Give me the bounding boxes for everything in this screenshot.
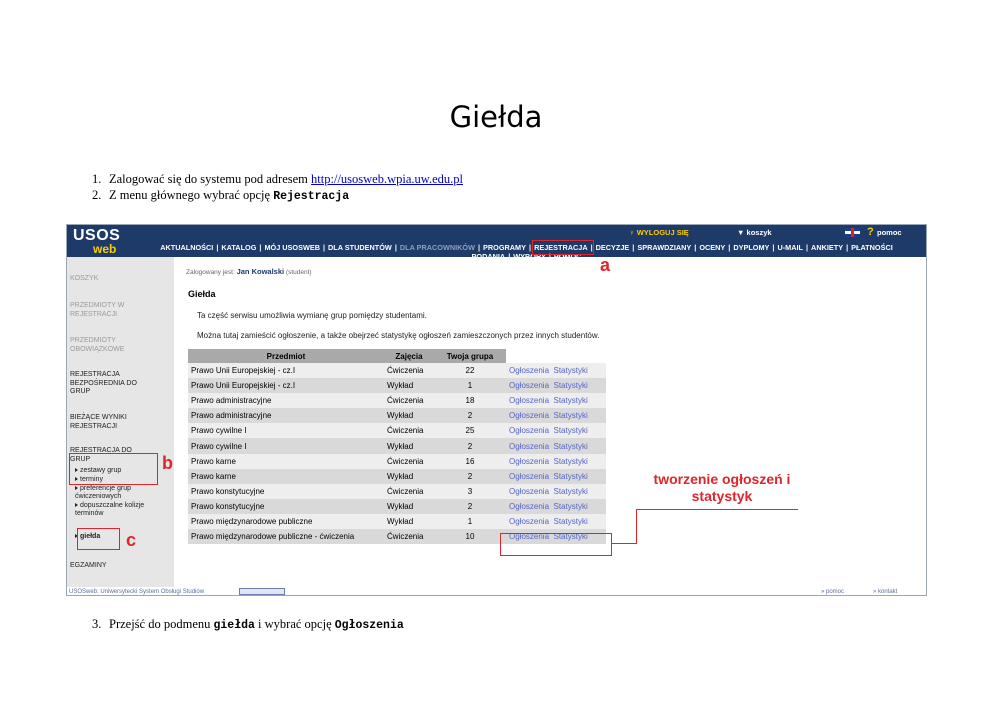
cell-links bbox=[506, 499, 606, 514]
sidebar-item-biezace-wyniki[interactable]: BIEŻĄCE WYNIKI REJESTRACJI bbox=[70, 414, 127, 430]
nav-item-14[interactable]: PODANIA bbox=[471, 252, 506, 261]
cell-przedmiot: Prawo karne bbox=[188, 454, 384, 469]
nav-separator: | bbox=[846, 243, 849, 252]
nav-separator: | bbox=[806, 243, 809, 252]
cell-grupa: 1 bbox=[434, 378, 506, 393]
statystyki-link[interactable]: Statystyki bbox=[553, 381, 588, 391]
nav-separator: | bbox=[632, 243, 635, 252]
usos-logo: USOS bbox=[73, 227, 121, 244]
step-text: Przejść do podmenu bbox=[109, 617, 214, 631]
sidebar-item-przedmioty-w-rejestracji[interactable]: PRZEDMIOTY W REJESTRACJI bbox=[70, 302, 125, 318]
table-row bbox=[188, 438, 606, 453]
step-text: Z menu głównego wybrać opcję bbox=[109, 188, 274, 202]
description-2: Można tutaj zamieścić ogłoszenie, a także obejrzeć statystykę ogłoszeń zamieszczonych przez innych studentów. bbox=[197, 331, 600, 340]
cell-zajecia: Ćwiczenia bbox=[384, 484, 434, 499]
step-3 bbox=[92, 617, 404, 632]
nav-item-2[interactable]: MÓJ USOSWEB bbox=[264, 243, 320, 252]
step-number: 1. bbox=[92, 172, 102, 186]
section-heading: Giełda bbox=[188, 289, 216, 299]
usosweb-link[interactable]: http://usosweb.wpia.uw.edu.pl bbox=[311, 172, 463, 186]
web-logo: web bbox=[93, 242, 117, 256]
statystyki-link[interactable]: Statystyki bbox=[553, 486, 588, 496]
highlight-rejestracja bbox=[532, 240, 594, 255]
user-name[interactable]: Jan Kowalski bbox=[236, 267, 285, 276]
cell-przedmiot: Prawo międzynarodowe publiczne bbox=[188, 514, 384, 529]
cell-przedmiot: Prawo Unii Europejskiej - cz.I bbox=[188, 378, 384, 393]
statystyki-link[interactable]: Statystyki bbox=[553, 532, 588, 542]
column-header: Przedmiot bbox=[188, 349, 384, 363]
cell-grupa: 10 bbox=[434, 529, 506, 544]
nav-item-11[interactable]: U-MAIL bbox=[777, 243, 803, 252]
nav-item-1[interactable]: KATALOG bbox=[221, 243, 257, 252]
cart-icon: ▼ bbox=[737, 228, 745, 237]
cell-zajecia: Wykład bbox=[384, 514, 434, 529]
cell-przedmiot: Prawo konstytucyjne bbox=[188, 499, 384, 514]
cell-links bbox=[506, 408, 606, 423]
highlight-links bbox=[500, 533, 612, 556]
nav-item-7[interactable]: DECYZJE bbox=[595, 243, 630, 252]
nav-item-3[interactable]: DLA STUDENTÓW bbox=[328, 243, 392, 252]
cell-links bbox=[506, 378, 606, 393]
cell-grupa: 22 bbox=[434, 363, 506, 378]
cell-links bbox=[506, 454, 606, 469]
sidebar-item-przedmioty-obowiazkowe[interactable]: PRZEDMIOTY OBOWIĄZKOWE bbox=[70, 337, 125, 353]
step-number: 2. bbox=[92, 188, 102, 202]
statystyki-link[interactable]: Statystyki bbox=[553, 516, 588, 526]
table-row bbox=[188, 484, 606, 499]
statystyki-link[interactable]: Statystyki bbox=[553, 441, 588, 451]
footer-text: USOSweb: Uniwersytecki System Obsługi Studiów bbox=[69, 589, 205, 595]
cell-grupa: 2 bbox=[434, 499, 506, 514]
cell-zajecia: Wykład bbox=[384, 499, 434, 514]
help-link[interactable]: pomoc bbox=[877, 228, 902, 237]
ogloszenia-link[interactable]: Ogłoszenia bbox=[509, 471, 550, 481]
nav-separator: | bbox=[728, 243, 731, 252]
column-header: Twoja grupa bbox=[434, 349, 506, 363]
cell-przedmiot: Prawo Unii Europejskiej - cz.I bbox=[188, 363, 384, 378]
nav-separator: | bbox=[259, 243, 262, 252]
column-header: Zajęcia bbox=[384, 349, 434, 363]
cell-links bbox=[506, 514, 606, 529]
table-row bbox=[188, 378, 606, 393]
step-code: giełda bbox=[213, 619, 255, 632]
cell-grupa: 3 bbox=[434, 484, 506, 499]
table-row bbox=[188, 363, 606, 378]
step-code: Rejestracja bbox=[273, 190, 350, 203]
cell-zajecia: Wykład bbox=[384, 438, 434, 453]
ogloszenia-link[interactable]: Ogłoszenia bbox=[509, 366, 550, 376]
footer-contact-link[interactable]: » kontakt bbox=[873, 589, 898, 595]
nav-separator: | bbox=[548, 252, 551, 261]
column-header-empty bbox=[506, 349, 606, 363]
cell-links bbox=[506, 393, 606, 408]
description-1: Ta część serwisu umożliwia wymianę grup pomiędzy studentami. bbox=[197, 311, 427, 320]
table-row bbox=[188, 514, 606, 529]
cell-grupa: 25 bbox=[434, 423, 506, 438]
triangle-icon bbox=[75, 503, 78, 507]
annotation-label-a: a bbox=[600, 255, 611, 275]
cell-links bbox=[506, 363, 606, 378]
ogloszenia-link[interactable]: Ogłoszenia bbox=[509, 501, 550, 511]
instruction-steps bbox=[92, 171, 463, 205]
cell-links bbox=[506, 423, 606, 438]
cell-przedmiot: Prawo karne bbox=[188, 469, 384, 484]
statystyki-link[interactable]: Statystyki bbox=[553, 366, 588, 376]
cell-zajecia: Ćwiczenia bbox=[384, 454, 434, 469]
nav-separator: | bbox=[477, 243, 481, 252]
statystyki-link[interactable]: Statystyki bbox=[553, 396, 588, 406]
highlight-rejestracja-do-grup bbox=[69, 453, 158, 485]
statystyki-link[interactable]: Statystyki bbox=[553, 501, 588, 511]
cell-zajecia: Ćwiczenia bbox=[384, 363, 434, 378]
callout-underline bbox=[636, 509, 798, 510]
footer-help-link[interactable]: » pomoc bbox=[821, 589, 845, 595]
cell-zajecia: Ćwiczenia bbox=[384, 393, 434, 408]
nav-item-12[interactable]: ANKIETY bbox=[811, 243, 844, 252]
cell-grupa: 2 bbox=[434, 408, 506, 423]
lightbulb-icon: ♀ bbox=[629, 228, 635, 237]
nav-item-4[interactable]: DLA PRACOWNIKÓW bbox=[399, 243, 475, 252]
usosweb-screenshot bbox=[66, 224, 927, 596]
nav-item-15[interactable]: WYBORY bbox=[513, 252, 546, 261]
sidebar-subitem-gielda[interactable]: giełda bbox=[75, 533, 100, 541]
footer bbox=[67, 587, 926, 596]
cell-links bbox=[506, 484, 606, 499]
sidebar-item-egzaminy[interactable]: EGZAMINY bbox=[70, 562, 107, 569]
footer-badge bbox=[239, 588, 285, 595]
statystyki-link[interactable]: Statystyki bbox=[553, 426, 588, 436]
nav-item-10[interactable]: DYPLOMY bbox=[733, 243, 770, 252]
cell-przedmiot: Prawo konstytucyjne bbox=[188, 484, 384, 499]
annotation-label-c: c bbox=[126, 530, 137, 550]
ogloszenia-link[interactable]: Ogłoszenia bbox=[509, 486, 550, 496]
table-row bbox=[188, 423, 606, 438]
cell-przedmiot: Prawo cywilne I bbox=[188, 423, 384, 438]
step-number: 3. bbox=[92, 617, 102, 631]
nav-item-6[interactable]: REJESTRACJA bbox=[534, 243, 588, 252]
ogloszenia-link[interactable]: Ogłoszenia bbox=[509, 532, 550, 542]
nav-item-0[interactable]: AKTUALNOŚCI bbox=[160, 243, 214, 252]
step-text: Zalogować się do systemu pod adresem bbox=[109, 172, 312, 186]
english-flag-icon[interactable] bbox=[845, 228, 860, 237]
cell-links bbox=[506, 469, 606, 484]
nav-separator: | bbox=[772, 243, 775, 252]
cell-zajecia: Ćwiczenia bbox=[384, 423, 434, 438]
callout-connector-h bbox=[612, 543, 637, 544]
sidebar-subitem-zestawy-grup[interactable]: zestawy grup bbox=[75, 467, 121, 475]
cell-przedmiot: Prawo administracyjne bbox=[188, 393, 384, 408]
ogloszenia-link[interactable]: Ogłoszenia bbox=[509, 441, 550, 451]
nav-separator: | bbox=[394, 243, 397, 252]
annotation-callout: tworzenie ogłoszeń i statystyk bbox=[653, 471, 791, 504]
step-1 bbox=[92, 171, 463, 187]
nav-separator: | bbox=[322, 243, 326, 252]
cell-grupa: 18 bbox=[434, 393, 506, 408]
table-row bbox=[188, 499, 606, 514]
cell-grupa: 2 bbox=[434, 469, 506, 484]
nav-item-13[interactable]: PŁATNOŚCI bbox=[851, 243, 893, 252]
table-row bbox=[188, 408, 606, 423]
step-code: Ogłoszenia bbox=[334, 619, 404, 632]
statystyki-link[interactable]: Statystyki bbox=[553, 471, 588, 481]
nav-separator: | bbox=[694, 243, 697, 252]
nav-item-5[interactable]: PROGRAMY bbox=[483, 243, 527, 252]
cell-przedmiot: Prawo administracyjne bbox=[188, 408, 384, 423]
cart-link[interactable]: ▼ koszyk bbox=[737, 228, 772, 237]
ogloszenia-link[interactable]: Ogłoszenia bbox=[509, 456, 550, 466]
cell-przedmiot: Prawo międzynarodowe publiczne - ćwiczenia bbox=[188, 529, 384, 544]
cell-grupa: 16 bbox=[434, 454, 506, 469]
cell-zajecia: Wykład bbox=[384, 378, 434, 393]
ogloszenia-link[interactable]: Ogłoszenia bbox=[509, 381, 550, 391]
statystyki-link[interactable]: Statystyki bbox=[553, 411, 588, 421]
sidebar-subitem-kolizje[interactable]: dopuszczalne kolizje terminów bbox=[75, 502, 145, 517]
nav-separator: | bbox=[590, 243, 593, 252]
help-icon[interactable]: ? bbox=[867, 226, 874, 238]
cell-zajecia: Wykład bbox=[384, 469, 434, 484]
cell-zajecia: Wykład bbox=[384, 408, 434, 423]
sidebar-item-koszyk[interactable]: KOSZYK bbox=[70, 275, 99, 282]
nav-item-9[interactable]: OCENY bbox=[699, 243, 726, 252]
page-title: Giełda bbox=[449, 100, 543, 134]
header-bar bbox=[67, 225, 926, 261]
table-row bbox=[188, 454, 606, 469]
nav-separator: | bbox=[216, 243, 219, 252]
sidebar-item-rejestracja-bezposrednia[interactable]: REJESTRACJA BEZPOŚREDNIA DO GRUP bbox=[70, 371, 137, 395]
table-row bbox=[188, 469, 606, 484]
nav-item-16[interactable]: POMOC bbox=[553, 252, 582, 261]
ogloszenia-link[interactable]: Ogłoszenia bbox=[509, 411, 550, 421]
nav-item-8[interactable]: SPRAWDZIANY bbox=[637, 243, 692, 252]
sidebar-subitem-terminy[interactable]: terminy bbox=[75, 476, 103, 484]
statystyki-link[interactable]: Statystyki bbox=[553, 456, 588, 466]
callout-connector-v bbox=[636, 509, 637, 544]
table-row bbox=[188, 393, 606, 408]
triangle-icon bbox=[75, 486, 78, 490]
user-role: (student) bbox=[285, 269, 312, 276]
cell-zajecia: Ćwiczenia bbox=[384, 529, 434, 544]
logout-link[interactable]: ♀ WYLOGUJ SIĘ bbox=[629, 228, 689, 237]
main-nav bbox=[129, 243, 924, 261]
step-text: i wybrać opcję bbox=[254, 617, 335, 631]
nav-separator: | bbox=[529, 243, 532, 252]
gielda-table bbox=[188, 349, 606, 544]
cell-grupa: 2 bbox=[434, 438, 506, 453]
sidebar-subitem-preferencje[interactable]: preferencje grup ćwiczeniowych bbox=[75, 485, 131, 500]
cell-grupa: 1 bbox=[434, 514, 506, 529]
ogloszenia-link[interactable]: Ogłoszenia bbox=[509, 426, 550, 436]
table-header-row bbox=[188, 349, 606, 363]
cell-links bbox=[506, 438, 606, 453]
ogloszenia-link[interactable]: Ogłoszenia bbox=[509, 396, 550, 406]
ogloszenia-link[interactable]: Ogłoszenia bbox=[509, 516, 550, 526]
step-2 bbox=[92, 187, 463, 205]
nav-separator: | bbox=[508, 252, 511, 261]
logged-in-info: Zalogowany jest: Jan Kowalski (student) bbox=[186, 267, 312, 276]
highlight-gielda bbox=[77, 528, 120, 550]
annotation-label-b: b bbox=[162, 453, 173, 473]
cell-przedmiot: Prawo cywilne I bbox=[188, 438, 384, 453]
sidebar-item-rejestracja-do-grup[interactable]: REJESTRACJA DO GRUP bbox=[70, 447, 132, 463]
